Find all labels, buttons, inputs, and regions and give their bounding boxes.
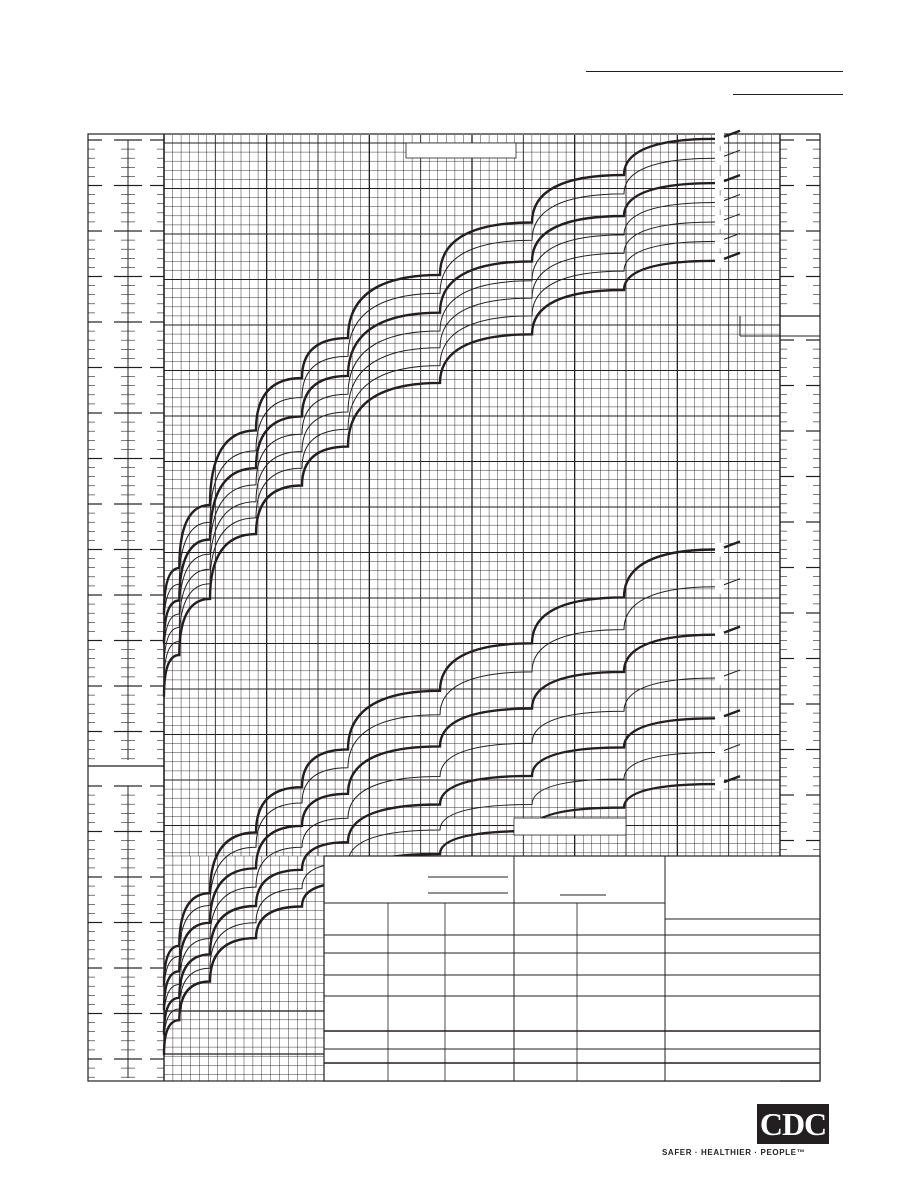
percentile-25-label-gap [715,215,724,229]
percentile-75-tail [724,175,740,181]
cdc-tagline: SAFER · HEALTHIER · PEOPLE™ [662,1148,806,1157]
percentile-10-label-gap [715,745,724,759]
percentile-25-label-gap [715,711,724,725]
table-background [324,856,820,1081]
percentile-5-label-gap [715,254,724,268]
percentile-90-label-gap [715,151,724,165]
percentile-25-tail [724,214,740,220]
percentile-90-curve [164,158,716,627]
percentile-50-label-gap [715,196,724,210]
percentile-95-tail [724,542,740,548]
percentile-5-tail [724,253,740,259]
percentile-75-tail [724,627,740,633]
percentile-5-tail [724,776,740,782]
percentile-50-label-gap [715,671,724,685]
percentile-75-label-gap [715,628,724,642]
percentile-10-label-gap [715,234,724,248]
length-label-box [406,143,516,158]
percentile-75-label-gap [715,176,724,190]
cdc-branding [662,1104,832,1162]
percentile-95-label-gap [715,543,724,557]
percentile-90-label-gap [715,580,724,594]
percentile-90-tail [724,150,740,156]
percentile-10-tail [724,744,740,750]
weight-label-box [514,818,626,835]
record-table [324,856,820,1081]
percentile-25-tail [724,710,740,716]
cdc-logo-text: CDC [759,1106,827,1142]
cdc-logo [757,1104,829,1144]
percentile-5-label-gap [715,777,724,791]
percentile-95-label-gap [715,132,724,146]
